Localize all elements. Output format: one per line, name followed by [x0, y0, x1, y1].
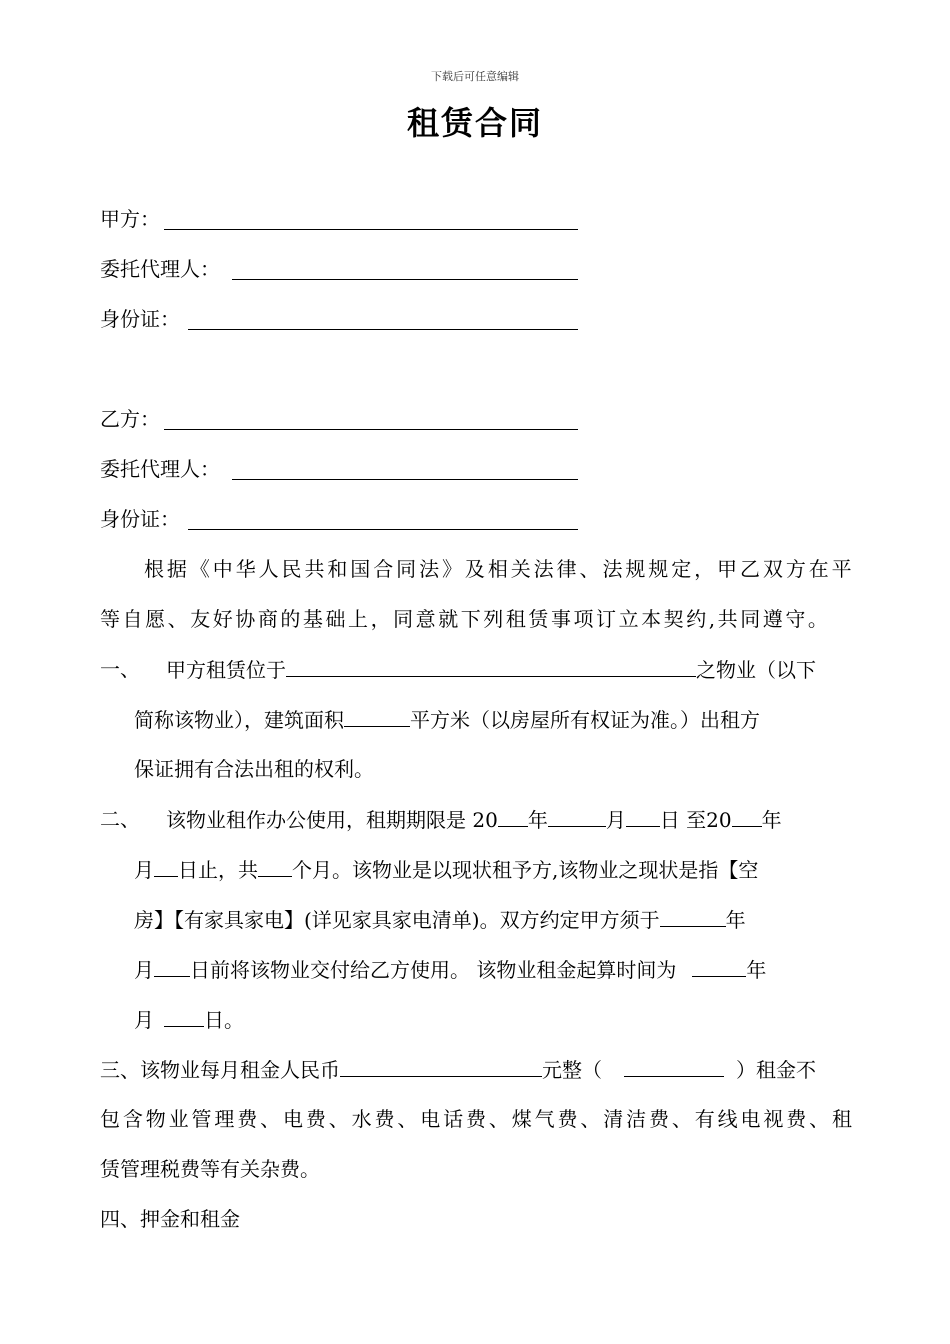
clause-2-year-label-3: 年 [725, 908, 746, 932]
clause-2-text-c: 日止，共 [178, 858, 258, 882]
party-b-blank[interactable] [164, 429, 578, 430]
party-a-id-blank[interactable] [188, 329, 578, 330]
clause-2-number: 二、 [100, 807, 140, 831]
party-b-id-field [100, 504, 180, 534]
clause-2-line-5 [134, 1004, 244, 1034]
clause-1-line-2 [134, 704, 852, 734]
intro-line-1: 根 据 《 中 华 人 民 共 和 国 合 同 法 》 及 相 关 法 律 、 法 规 规 定 ， 甲 乙 双 方 在 平 [144, 557, 852, 581]
clause-2-month-label-3: 月 [134, 958, 154, 982]
rent-start-year-blank[interactable] [692, 954, 746, 977]
clause-1-text-c: 简称该物业），建筑面积 [134, 708, 344, 732]
clause-2-year-label-2: 年 [761, 808, 782, 832]
intro-line-2: 等 自 愿 、 友 好 协 商 的 基 础 上 ， 同 意 就 下 列 租 赁 事 项 订 立 本 契 约 , 共 同 遵 守 。 [100, 607, 828, 631]
rent-uppercase-blank[interactable] [624, 1054, 724, 1077]
party-a-blank[interactable] [164, 229, 578, 230]
party-b-agent-field [100, 454, 220, 484]
clause-3-text-a: 三、该物业每月租金人民币 [100, 1058, 340, 1082]
delivery-year-blank[interactable] [660, 904, 726, 927]
clause-3-line-3: 赁管理税费等有关杂费。 [100, 1157, 320, 1181]
party-a-label: 甲方： [100, 207, 160, 231]
party-a-agent-label: 委托代理人： [100, 257, 220, 281]
clause-3-line-2: 包 含 物 业 管 理 费 、 电 费 、 水 费 、 电 话 费 、 煤 气 费 、 清 洁 费 、 有 线 电 视 费 、 租 [100, 1107, 852, 1131]
party-b-agent-blank[interactable] [232, 479, 578, 480]
building-area-blank[interactable] [344, 704, 410, 727]
clause-2-line-1 [166, 804, 856, 834]
clause-2-month-label: 月 [605, 808, 626, 832]
clause-2-line-2 [134, 854, 854, 884]
clause-1-line-3: 保证拥有合法出租的权利。 [134, 757, 374, 781]
clause-2-day-label: 日。 [204, 1008, 244, 1032]
rent-start-day-blank[interactable] [164, 1004, 204, 1027]
party-b-label: 乙方： [100, 407, 160, 431]
clause-2-line-3 [134, 904, 854, 934]
clause-2-line-4 [134, 954, 854, 984]
clause-1-text-b: 之物业（以下 [696, 658, 816, 682]
start-day-blank[interactable] [626, 804, 660, 827]
end-month-blank[interactable] [154, 854, 178, 877]
clause-4-title: 四、押金和租金 [100, 1207, 240, 1231]
watermark: 下载后可任意编辑 [431, 70, 519, 83]
end-year-blank[interactable] [732, 804, 762, 827]
party-b-id-blank[interactable] [188, 529, 578, 530]
party-a-agent-field [100, 254, 220, 284]
months-count-blank[interactable] [258, 854, 292, 877]
clause-2-year-label-4: 年 [746, 958, 767, 982]
delivery-month-blank[interactable] [154, 954, 190, 977]
clause-1-text-a: 甲方租赁位于 [166, 658, 286, 682]
document-title: 租赁合同 [406, 104, 543, 142]
clause-2-month-label-2: 月 [134, 858, 154, 882]
monthly-rent-blank[interactable] [340, 1054, 542, 1077]
clause-1-text-d: 平方米（以房屋所有权证为准。）出租方 [410, 708, 760, 732]
start-year-blank[interactable] [498, 804, 528, 827]
clause-3-line-1 [100, 1054, 852, 1084]
party-a-agent-blank[interactable] [232, 279, 578, 280]
party-a-id-field [100, 304, 180, 334]
clause-1-line-1 [166, 654, 852, 684]
clause-2-year-label: 年 [527, 808, 548, 832]
party-b-id-label: 身份证： [100, 507, 180, 531]
start-month-blank[interactable] [548, 804, 606, 827]
clause-3-text-c: ）租金不 [736, 1058, 816, 1082]
clause-3-text-b: 元整（ [542, 1058, 602, 1082]
clause-2-text-b: 日 至20 [659, 808, 732, 832]
clause-2-text-f: 日前将该物业交付给乙方使用。 该物业租金起算时间为 [190, 958, 677, 982]
clause-2-text-e: 房】【有家具家电】(详见家具家电清单)。双方约定甲方须于 [134, 908, 660, 932]
party-a-field [100, 204, 160, 234]
clause-1-number: 一、 [100, 657, 140, 681]
party-b-field [100, 404, 160, 434]
party-b-agent-label: 委托代理人： [100, 457, 220, 481]
clause-2-month-label-4: 月 [134, 1008, 154, 1032]
property-location-blank[interactable] [286, 654, 696, 677]
clause-2-text-a: 该物业租作办公使用，租期期限是 20 [166, 808, 498, 832]
party-a-id-label: 身份证： [100, 307, 180, 331]
clause-2-text-d: 个月。该物业是以现状租予方,该物业之现状是指【空 [292, 858, 759, 882]
